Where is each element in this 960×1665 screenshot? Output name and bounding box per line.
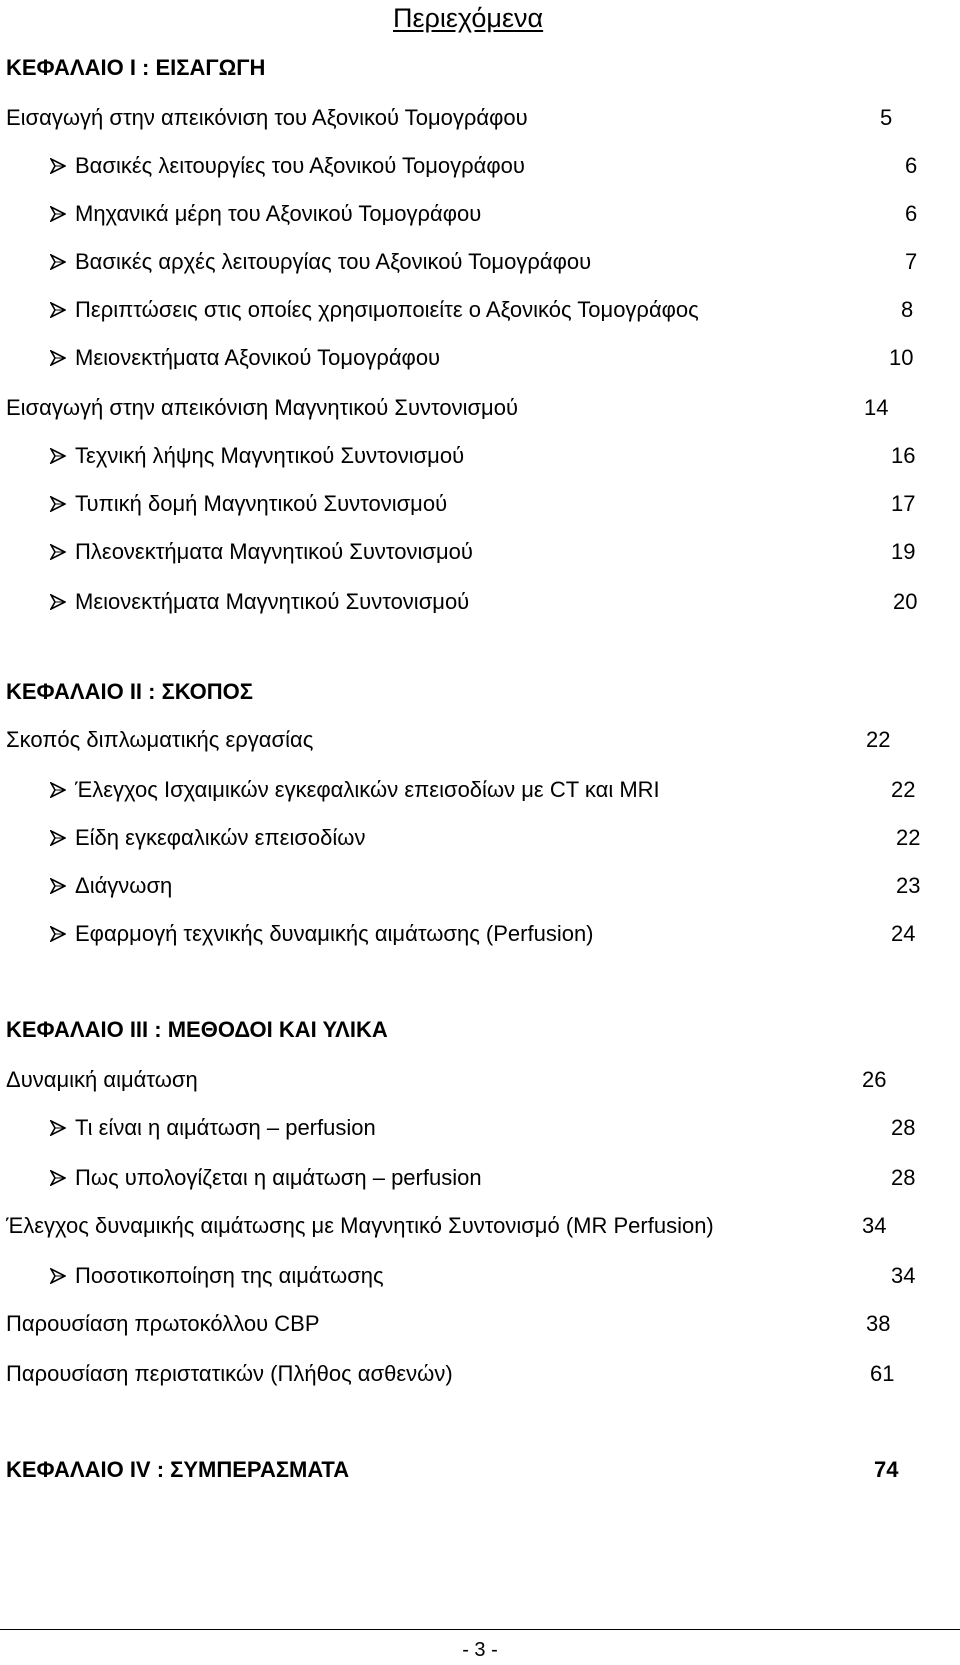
arrow-bullet-icon [50, 830, 66, 846]
toc-bullet [25, 871, 921, 898]
arrow-bullet-icon [50, 206, 66, 222]
toc-entry-title: Βασικές αρχές λειτουργίας του Αξονικού Τομογράφου [75, 249, 592, 274]
toc-entry-title: Εφαρμογή τεχνικής δυναμικής αιμάτωσης (Perfusion) [75, 921, 594, 946]
toc-page-number: 28 [891, 1115, 916, 1140]
toc-entry-title: Πως υπολογίζεται η αιμάτωση – perfusion [75, 1165, 482, 1190]
arrow-bullet-icon [50, 496, 66, 512]
toc-bullet [25, 151, 918, 178]
toc-bullet [25, 537, 916, 564]
toc-bullet [25, 823, 921, 850]
toc-bullet [25, 1113, 916, 1140]
toc-bullet [25, 1261, 916, 1288]
toc-chapter [0, 677, 960, 707]
toc-chapter [0, 1455, 960, 1485]
toc-page-number: 26 [862, 1067, 887, 1092]
toc-page-number: 22 [891, 777, 916, 802]
toc-section [0, 1309, 960, 1339]
page-number: - 3 - [462, 1639, 498, 1661]
toc-page-number: 61 [870, 1361, 895, 1386]
toc-page-number: 23 [896, 873, 921, 898]
toc-bullet [25, 247, 918, 274]
toc-entry-title: Μηχανικά μέρη του Αξονικού Τομογράφου [75, 201, 482, 226]
toc-entry-title: Τι είναι η αιμάτωση – perfusion [75, 1115, 376, 1140]
toc-entry-title: Τυπική δομή Μαγνητικού Συντονισμού [75, 491, 448, 516]
toc-page-number: 16 [891, 443, 916, 468]
toc-entry-title: ΚΕΦΑΛΑΙΟ Ι : ΕΙΣΑΓΩΓΗ [6, 55, 266, 80]
arrow-bullet-icon [50, 1120, 66, 1136]
toc-bullet [25, 441, 916, 468]
toc-entry-title: Έλεγχος δυναμικής αιμάτωσης με Μαγνητικό Συντονισμό (MR Perfusion) [6, 1213, 714, 1238]
toc-chapter [0, 1015, 960, 1045]
toc-entry-title: Δυναμική αιμάτωση [6, 1067, 198, 1092]
arrow-bullet-icon [50, 350, 66, 366]
toc-page-number: 19 [891, 539, 916, 564]
toc-bullet [25, 775, 916, 802]
arrow-bullet-icon [50, 782, 66, 798]
toc-page-number: 8 [901, 297, 914, 322]
toc-bullet [25, 295, 914, 322]
toc-page-number: 24 [891, 921, 916, 946]
toc-entry-title: Είδη εγκεφαλικών επεισοδίων [75, 825, 366, 850]
toc-section [0, 1359, 960, 1389]
toc-entry-title: Παρουσίαση πρωτοκόλλου CBP [6, 1311, 320, 1336]
toc-page-number: 17 [891, 491, 916, 516]
toc-bullet [25, 489, 916, 516]
toc-entry-title: Πλεονεκτήματα Μαγνητικού Συντονισμού [75, 539, 473, 564]
toc-entry-title: Τεχνική λήψης Μαγνητικού Συντονισμού [75, 443, 465, 468]
toc-page-number: 34 [862, 1213, 887, 1238]
toc-bullet [25, 199, 918, 226]
toc-entry-title: Βασικές λειτουργίες του Αξονικού Τομογράφου [75, 153, 525, 178]
toc-entry-title: Μειονεκτήματα Μαγνητικού Συντονισμού [75, 589, 470, 614]
toc-section [0, 725, 960, 755]
arrow-bullet-icon [50, 1268, 66, 1284]
arrow-bullet-icon [50, 1170, 66, 1186]
toc-entry-title: ΚΕΦΑΛΑΙΟ ΙΙ : ΣΚΟΠΟΣ [6, 679, 253, 704]
toc-entry-title: Σκοπός διπλωματικής εργασίας [6, 727, 314, 752]
toc-bullet [25, 919, 916, 946]
toc-page-number: 6 [905, 153, 918, 178]
toc-entry-title: Εισαγωγή στην απεικόνιση Μαγνητικού Συντονισμού [6, 395, 518, 420]
toc-page-number: 7 [905, 249, 918, 274]
toc-chapter [0, 53, 960, 83]
arrow-bullet-icon [50, 302, 66, 318]
toc-section [0, 103, 960, 133]
toc-page-number: 5 [880, 105, 893, 130]
toc-entry-title: Ποσοτικοποίηση της αιμάτωσης [75, 1263, 384, 1288]
toc-entry-title: ΚΕΦΑΛΑΙΟ ΙΙΙ : ΜΕΘΟΔΟΙ ΚΑΙ ΥΛΙΚΑ [6, 1017, 388, 1042]
toc-section [0, 393, 960, 423]
toc-entry-title: Διάγνωση [75, 873, 173, 898]
arrow-bullet-icon [50, 544, 66, 560]
toc-bullet [25, 1163, 916, 1190]
toc-section [0, 1211, 960, 1241]
toc-entry-title: ΚΕΦΑΛΑΙΟ IV : ΣΥΜΠΕΡΑΣΜΑΤΑ [6, 1457, 350, 1482]
arrow-bullet-icon [50, 158, 66, 174]
toc-page-number: 20 [893, 589, 918, 614]
toc-page-number: 22 [866, 727, 891, 752]
arrow-bullet-icon [50, 254, 66, 270]
arrow-bullet-icon [50, 594, 66, 610]
toc-entry-title: Παρουσίαση περιστατικών (Πλήθος ασθενών) [6, 1361, 453, 1386]
arrow-bullet-icon [50, 926, 66, 942]
toc-page-number: 14 [864, 395, 889, 420]
toc-entry-title: Μειονεκτήματα Αξονικού Τομογράφου [75, 345, 441, 370]
page-title: Περιεχόμενα [393, 3, 544, 33]
toc-page-number: 74 [874, 1457, 899, 1482]
toc-page-number: 34 [891, 1263, 916, 1288]
toc-entry-title: Περιπτώσεις στις οποίες χρησιμοποιείτε ο Αξονικός Τομογράφος [75, 297, 699, 322]
toc-page-number: 22 [896, 825, 921, 850]
footer-divider [0, 1629, 960, 1630]
toc-page-number: 38 [866, 1311, 891, 1336]
arrow-bullet-icon [50, 448, 66, 464]
toc-page-number: 6 [905, 201, 918, 226]
toc-entry-title: Εισαγωγή στην απεικόνιση του Αξονικού Τομογράφου [6, 105, 528, 130]
toc-bullet [25, 343, 914, 370]
toc-section [0, 1065, 960, 1095]
toc-bullet [25, 587, 918, 614]
toc-page-number: 28 [891, 1165, 916, 1190]
arrow-bullet-icon [50, 878, 66, 894]
toc-page-number: 10 [889, 345, 914, 370]
toc-entry-title: Έλεγχος Ισχαιμικών εγκεφαλικών επεισοδίων με CT και MRI [75, 777, 660, 802]
